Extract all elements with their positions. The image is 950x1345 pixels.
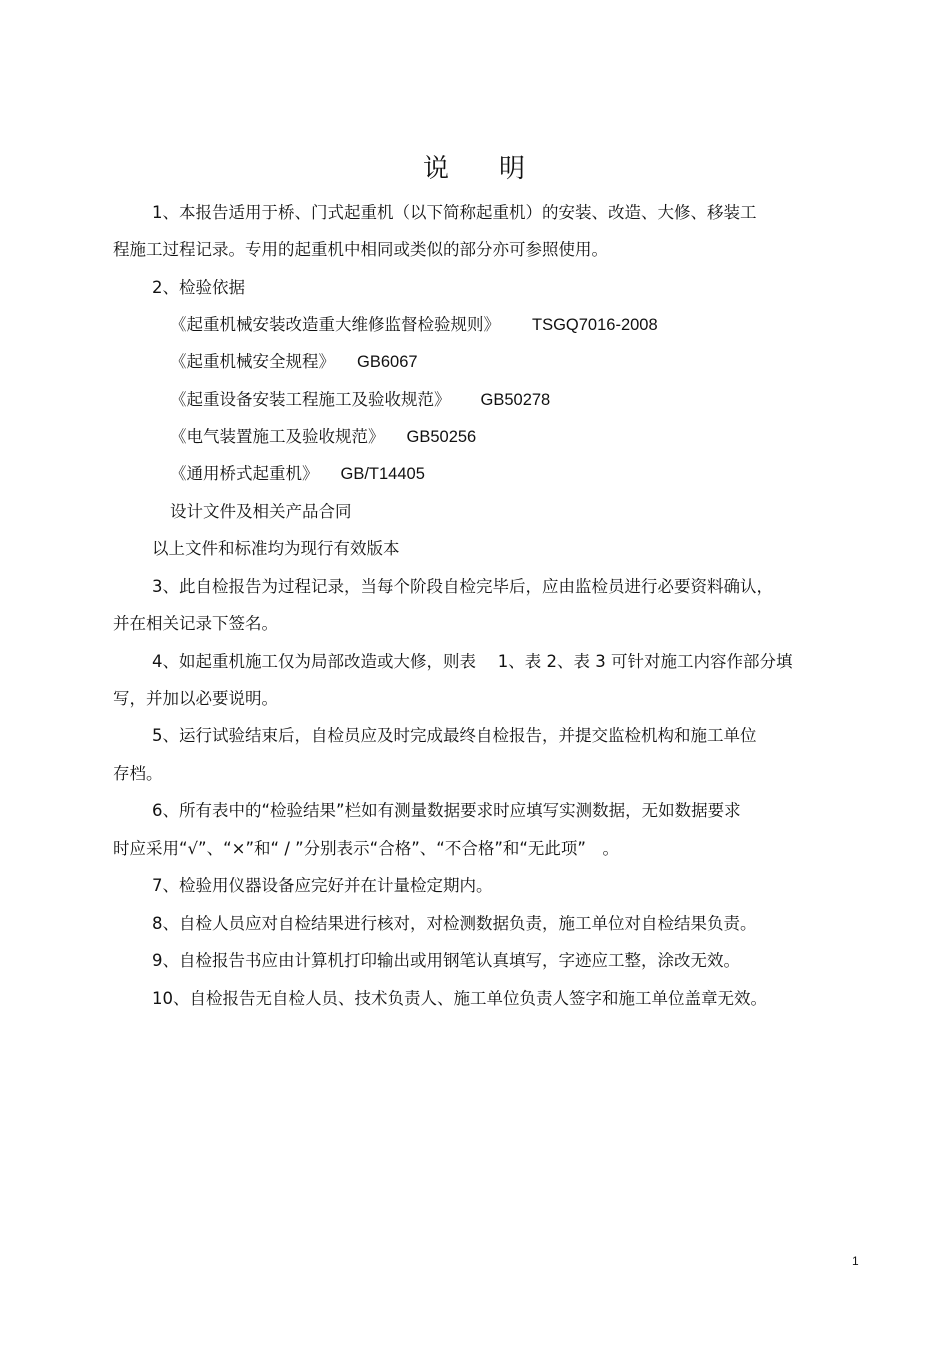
page-number: 1 xyxy=(852,1254,859,1268)
item-2-tail-1: 设计文件及相关产品合同 xyxy=(170,502,352,521)
reference-code: GB50256 xyxy=(406,428,477,446)
item-6-line-2: 时应采用“√”、“×”和“ / ”分别表示“合格”、“不合格”和“无此项” 。 xyxy=(113,839,619,858)
item-8: 8、自检人员应对自检结果进行核对，对检测数据负责，施工单位对自检结果负责。 xyxy=(152,914,757,933)
reference-item xyxy=(170,426,476,448)
reference-code: GB50278 xyxy=(480,391,551,409)
item-6-line-1: 6、所有表中的“检验结果”栏如有测量数据要求时应填写实测数据，无如数据要求 xyxy=(152,801,741,820)
item-5-line-2: 存档。 xyxy=(113,764,163,783)
reference-name: 《起重机械安装改造重大维修监督检验规则》 xyxy=(170,315,500,334)
item-10: 10、自检报告无自检人员、技术负责人、施工单位负责人签字和施工单位盖章无效。 xyxy=(152,989,767,1008)
item-3-line-2: 并在相关记录下签名。 xyxy=(113,614,278,633)
item-4-line-1: 4、如起重机施工仅为局部改造或大修，则表 1、表 2、表 3 可针对施工内容作部分填 xyxy=(152,652,793,671)
item-9: 9、自检报告书应由计算机打印输出或用钢笔认真填写，字迹应工整，涂改无效。 xyxy=(152,951,740,970)
reference-code: GB/T14405 xyxy=(340,465,425,483)
reference-code: TSGQ7016-2008 xyxy=(532,316,658,334)
page-title xyxy=(0,148,950,185)
reference-item xyxy=(170,314,658,336)
item-5-line-1: 5、运行试验结束后，自检员应及时完成最终自检报告，并提交监检机构和施工单位 xyxy=(152,726,757,745)
item-4-line-2: 写，并加以必要说明。 xyxy=(113,689,278,708)
item-1-line-2: 程施工过程记录。专用的起重机中相同或类似的部分亦可参照使用。 xyxy=(113,240,608,259)
reference-item xyxy=(170,463,425,485)
reference-name: 《电气装置施工及验收规范》 xyxy=(170,427,385,446)
reference-name: 《通用桥式起重机》 xyxy=(170,464,319,483)
reference-item xyxy=(170,389,550,411)
item-3-line-1: 3、此自检报告为过程记录，当每个阶段自检完毕后，应由监检员进行必要资料确认， xyxy=(152,577,773,596)
item-2-heading: 2、检验依据 xyxy=(152,278,245,297)
title-char-2: 明 xyxy=(499,154,528,184)
item-1-line-1: 1、本报告适用于桥、门式起重机（以下简称起重机）的安装、改造、大修、移装工 xyxy=(152,203,757,222)
reference-item xyxy=(170,351,418,373)
item-7: 7、检验用仪器设备应完好并在计量检定期内。 xyxy=(152,876,493,895)
title-char-1: 说 xyxy=(422,154,451,184)
reference-code: GB6067 xyxy=(357,353,418,371)
reference-name: 《起重设备安装工程施工及验收规范》 xyxy=(170,390,451,409)
reference-name: 《起重机械安全规程》 xyxy=(170,352,335,371)
item-2-tail-2: 以上文件和标准均为现行有效版本 xyxy=(152,539,400,558)
